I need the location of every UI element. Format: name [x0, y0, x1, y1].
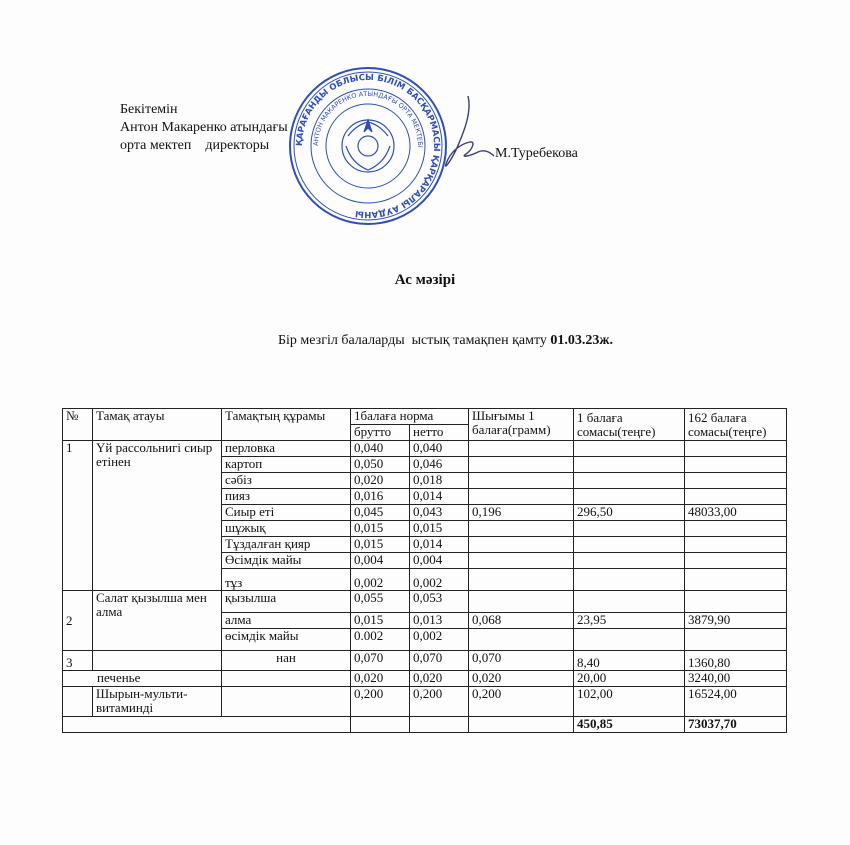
yield — [469, 537, 574, 553]
netto: 0,004 — [410, 553, 469, 569]
totals-empty — [63, 717, 351, 733]
sum1 — [574, 473, 685, 489]
brutto: 0,004 — [351, 553, 410, 569]
yield: 0,196 — [469, 505, 574, 521]
subtitle — [278, 333, 613, 349]
director-signature — [420, 92, 500, 182]
ingredient — [222, 687, 351, 717]
signer-name: М.Туребекова — [495, 146, 578, 161]
ingredient: тұз — [222, 569, 351, 591]
totals-empty — [469, 717, 574, 733]
page-title: Ас мәзірі — [394, 272, 456, 288]
sum1: 296,50 — [574, 505, 685, 521]
sum162 — [685, 521, 787, 537]
dish-name: Шырын-мульти-витаминді — [93, 687, 222, 717]
subtitle-date: 01.03.23ж. — [550, 333, 614, 348]
brutto: 0,002 — [351, 569, 410, 591]
emblem-icon — [342, 120, 394, 172]
netto: 0,200 — [410, 687, 469, 717]
approval-block — [120, 101, 288, 155]
header-norm: 1балаға норма — [351, 409, 469, 425]
yield — [469, 441, 574, 457]
sum162 — [685, 553, 787, 569]
netto: 0,018 — [410, 473, 469, 489]
netto: 0,015 — [410, 521, 469, 537]
approval-line-3: орта мектеп директоры — [120, 138, 270, 153]
brutto: 0,015 — [351, 537, 410, 553]
ingredient: алма — [222, 613, 351, 629]
menu-table — [62, 408, 787, 733]
netto: 0,043 — [410, 505, 469, 521]
sum1 — [574, 629, 685, 651]
brutto: 0,020 — [351, 671, 410, 687]
sum162 — [685, 457, 787, 473]
sum162 — [685, 537, 787, 553]
header-row — [63, 409, 787, 425]
ingredient: картоп — [222, 457, 351, 473]
yield: 0,068 — [469, 613, 574, 629]
header-sum1: 1 балаға сомасы(теңге) — [574, 409, 685, 441]
sum162 — [685, 489, 787, 505]
sum1 — [574, 489, 685, 505]
ingredient: өсімдік майы — [222, 629, 351, 651]
ingredient: Тұздалған қияр — [222, 537, 351, 553]
table-row — [63, 441, 787, 457]
yield: 0,020 — [469, 671, 574, 687]
netto: 0,002 — [410, 569, 469, 591]
ingredient: перловка — [222, 441, 351, 457]
approval-line-2: Антон Макаренко атындағы — [120, 120, 288, 135]
ingredient: қызылша — [222, 591, 351, 613]
seal-inner-text: АНТОН МАКАРЕНКО АТЫНДАҒЫ ОРТА МЕКТЕБІ — [311, 89, 425, 148]
dish-name: Үй рассольнигі сиыр етінен — [93, 441, 222, 591]
netto: 0,014 — [410, 537, 469, 553]
ingredient: сәбіз — [222, 473, 351, 489]
table-row — [63, 591, 787, 613]
brutto: 0,050 — [351, 457, 410, 473]
sum162: 48033,00 — [685, 505, 787, 521]
dish-name — [93, 651, 222, 671]
netto: 0,070 — [410, 651, 469, 671]
header-netto: нетто — [410, 425, 469, 441]
sum162 — [685, 473, 787, 489]
dish-number: 1 — [63, 441, 93, 591]
sum1: 102,00 — [574, 687, 685, 717]
dish-name: печенье — [63, 671, 222, 687]
sum162 — [685, 629, 787, 651]
table-row — [63, 671, 787, 687]
header-name: Тамақ атауы — [93, 409, 222, 441]
brutto: 0,016 — [351, 489, 410, 505]
netto: 0,040 — [410, 441, 469, 457]
sum1 — [574, 441, 685, 457]
yield — [469, 473, 574, 489]
ingredient: Өсімдік майы — [222, 553, 351, 569]
brutto: 0,040 — [351, 441, 410, 457]
yield: 0,070 — [469, 651, 574, 671]
sum162: 3879,90 — [685, 613, 787, 629]
brutto: 0,015 — [351, 521, 410, 537]
total-sum162: 73037,70 — [685, 717, 787, 733]
brutto: 0,045 — [351, 505, 410, 521]
yield: 0,200 — [469, 687, 574, 717]
yield — [469, 553, 574, 569]
sum1 — [574, 537, 685, 553]
sum162: 1360,80 — [685, 651, 787, 671]
sum162 — [685, 591, 787, 613]
brutto: 0,070 — [351, 651, 410, 671]
brutto: 0,200 — [351, 687, 410, 717]
ingredient: шұжық — [222, 521, 351, 537]
total-sum1: 450,85 — [574, 717, 685, 733]
subtitle-text: Бір мезгіл балаларды ыстық тамақпен қамту — [278, 333, 547, 348]
yield — [469, 591, 574, 613]
sum1 — [574, 457, 685, 473]
sum1: 8,40 — [574, 651, 685, 671]
netto: 0,002 — [410, 629, 469, 651]
table-row — [63, 651, 787, 671]
ingredient: Сиыр еті — [222, 505, 351, 521]
dish-number: 2 — [63, 591, 93, 651]
netto: 0,046 — [410, 457, 469, 473]
brutto: 0,055 — [351, 591, 410, 613]
totals-row — [63, 717, 787, 733]
sum162 — [685, 441, 787, 457]
dish-number: 3 — [63, 651, 93, 671]
sum1 — [574, 521, 685, 537]
yield — [469, 521, 574, 537]
seal-outer-text: ҚАРАҒАНДЫ ОБЛЫСЫ БІЛІМ БАСҚАРМАСЫ ҚАРҚАРАЛЫ АУДАНЫ — [294, 72, 442, 220]
netto: 0,013 — [410, 613, 469, 629]
netto: 0,053 — [410, 591, 469, 613]
approval-line-1: Бекітемін — [120, 102, 178, 117]
header-sum162: 162 балаға сомасы(теңге) — [685, 409, 787, 441]
netto: 0,020 — [410, 671, 469, 687]
ingredient: нан — [222, 651, 351, 671]
sum162: 3240,00 — [685, 671, 787, 687]
ingredient — [222, 671, 351, 687]
table-row — [63, 687, 787, 717]
sum1 — [574, 569, 685, 591]
brutto: 0,015 — [351, 613, 410, 629]
brutto: 0.002 — [351, 629, 410, 651]
header-yield: Шығымы 1 балаға(грамм) — [469, 409, 574, 441]
header-no: № — [63, 409, 93, 441]
netto: 0,014 — [410, 489, 469, 505]
header-composition: Тамақтың құрамы — [222, 409, 351, 441]
sum1 — [574, 591, 685, 613]
yield — [469, 629, 574, 651]
sum1: 23,95 — [574, 613, 685, 629]
header-brutto: брутто — [351, 425, 410, 441]
yield — [469, 489, 574, 505]
dish-name: Салат қызылша мен алма — [93, 591, 222, 651]
sum1 — [574, 553, 685, 569]
ingredient: пияз — [222, 489, 351, 505]
totals-empty — [351, 717, 410, 733]
yield — [469, 457, 574, 473]
sum1: 20,00 — [574, 671, 685, 687]
brutto: 0,020 — [351, 473, 410, 489]
totals-empty — [410, 717, 469, 733]
sum162: 16524,00 — [685, 687, 787, 717]
yield — [469, 569, 574, 591]
dish-number — [63, 687, 93, 717]
sum162 — [685, 569, 787, 591]
